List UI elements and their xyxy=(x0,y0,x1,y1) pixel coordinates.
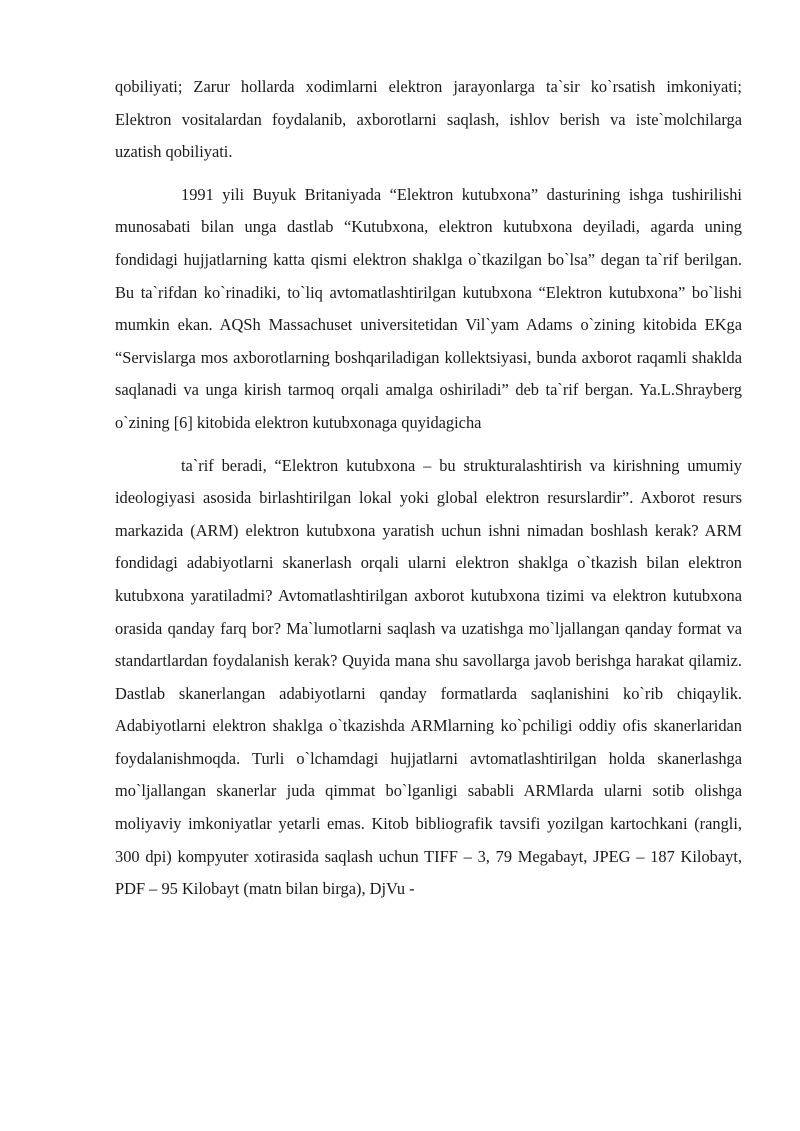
paragraph-gap xyxy=(115,440,742,450)
body-text xyxy=(115,71,742,906)
paragraph-3: ta`rif beradi, “Elektron kutubxona – bu strukturalashtirish va kirishning umumiy ideologiyasi asosida birlashtirilgan lokal yoki global elektron resurslardir”. Axborot resurs markazida (ARM) elektron kutubxona yaratish uchun ishni nimadan boshlash kerak? ARM fondidagi adabiyotlarni skanerlash orqali ularni elektron shaklga o`tkazish bilan elektron kutubxona yaratiladmi? Avtomatlashtirilgan axborot kutubxona tizimi va elektron kutubxona orasida qanday farq bor? Ma`lumotlarni saqlash va uzatishga mo`ljallangan qanday format va standartlardan foydalanish kerak? Quyida mana shu savollarga javob berishga harakat qilamiz. Dastlab skanerlangan adabiyotlarni qanday formatlarda saqlanishini ko`rib chiqaylik. Adabiyotlarni elektron shaklga o`tkazishda ARMlarning ko`pchiligi oddiy ofis skanerlaridan foydalanishmoqda. Turli o`lchamdagi hujjatlarni avtomatlashtirilgan holda skanerlashga mo`ljallangan skanerlar juda qimmat bo`lganligi sababli ARMlarda ularni sotib olishga moliyaviy imkoniyatlar yetarli emas. Kitob bibliografik tavsifi yozilgan kartochkani (rangli, 300 dpi) kompyuter xotirasida saqlash uchun TIFF – 3, 79 Megabayt, JPEG – 187 Kilobayt, PDF – 95 Kilobayt (matn bilan birga), DjVu - xyxy=(115,455,742,899)
paragraph-2: 1991 yili Buyuk Britaniyada “Elektron kutubxona” dasturining ishga tushirilishi munosabati bilan unga dastlab “Kutubxona, elektron kutubxona deyiladi, agarda uning fondidagi hujjatlarning katta qismi elektron shaklga o`tkazilgan bo`lsa” degan ta`rif berilgan. Bu ta`rifdan ko`rinadiki, to`liq avtomatlashtirilgan kutubxona “Elektron kutubxona” bo`lishi mumkin ekan. AQSh Massachuset universitetidan Vil`yam Adams o`zining kitobida EKga “Servislarga mos axborotlarning boshqariladigan kollektsiyasi, bunda axborot raqamli shaklda saqlanadi va unga kirish tarmoq orqali amalga oshiriladi” deb ta`rif bergan. Ya.L.Shrayberg o`zining [6] kitobida elektron kutubxonaga quyidagicha xyxy=(115,184,742,432)
paragraph-1: qobiliyati; Zarur hollarda xodimlarni elektron jarayonlarga ta`sir ko`rsatish imkoniyati; Elektron vositalardan foydalanib, axborotlarni saqlash, ishlov berish va iste`molchilarga uzatish qobiliyati. xyxy=(115,77,742,162)
paragraph-gap xyxy=(115,169,742,179)
